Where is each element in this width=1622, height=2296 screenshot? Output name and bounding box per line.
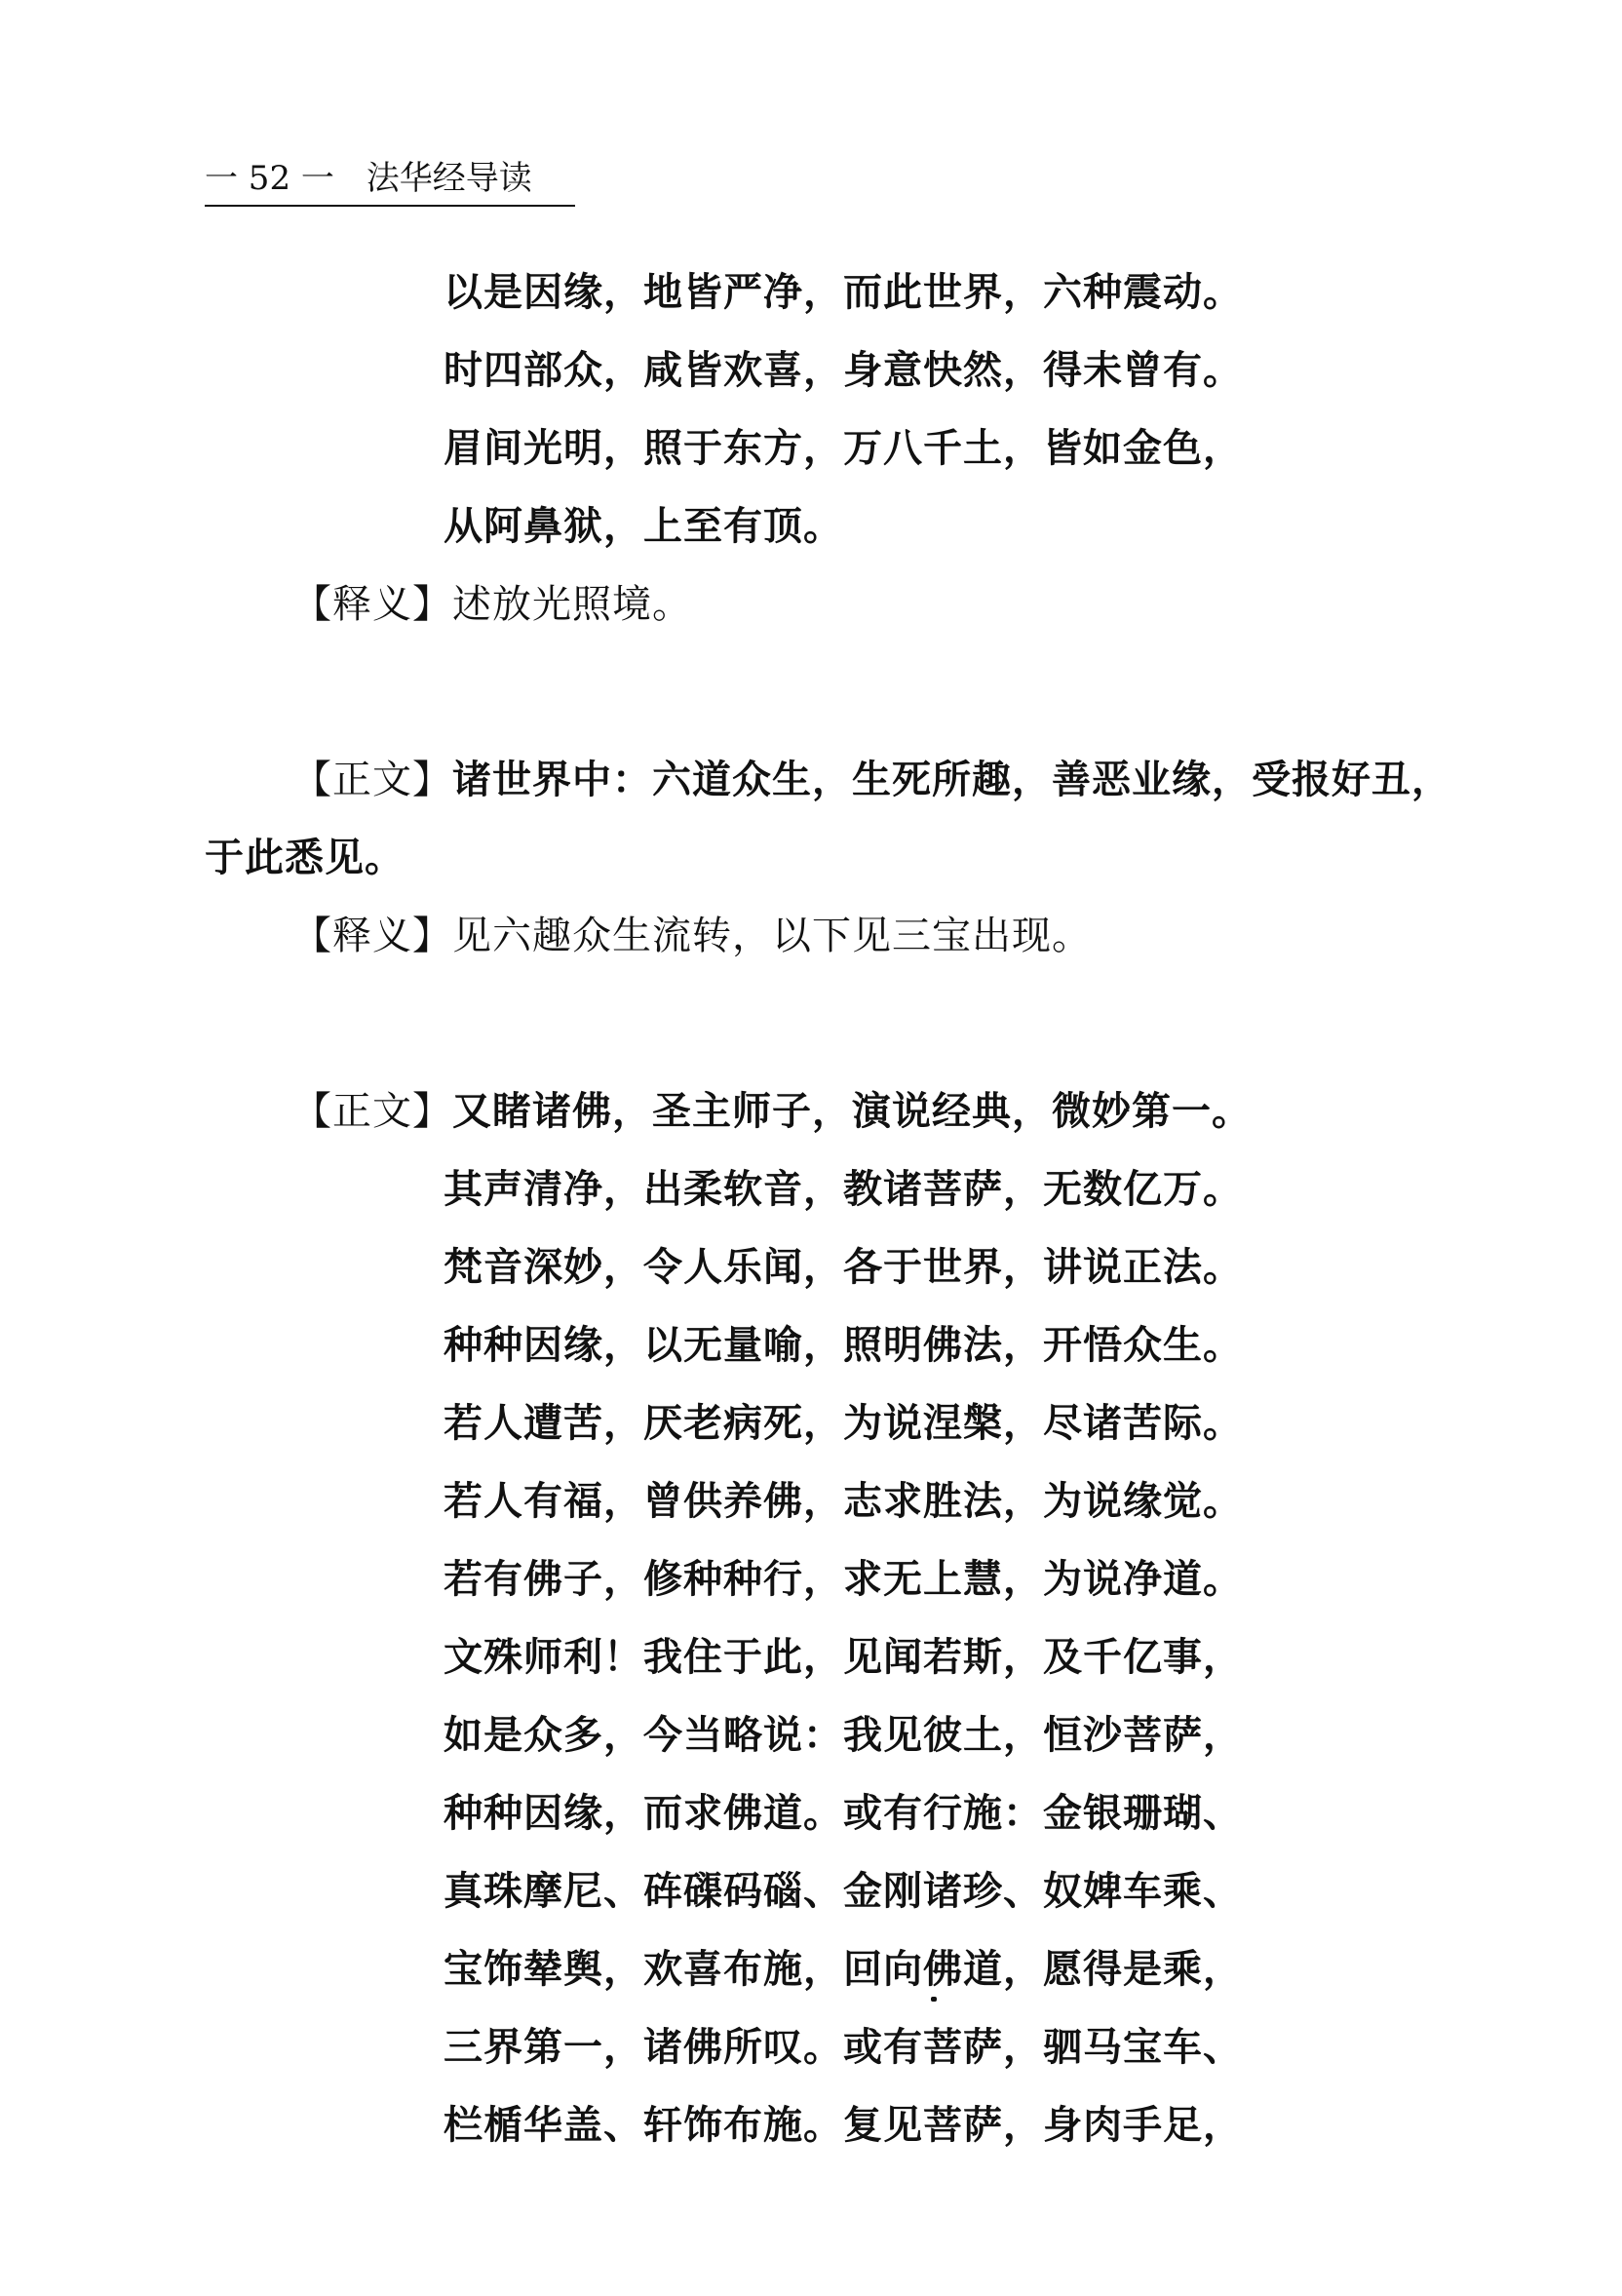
- verse-line: 从阿鼻狱，上至有顶。: [444, 504, 843, 549]
- explanation-marker: 【释义】: [292, 914, 452, 958]
- running-header: [205, 154, 575, 203]
- main-text-marker: 【正文】: [292, 1089, 452, 1134]
- explanation-paragraph: [292, 577, 692, 632]
- explanation-text: 述放光照境。: [452, 582, 692, 627]
- verse-line: 若人有福，曾供养佛，志求胜法，为说缘觉。: [444, 1479, 1243, 1524]
- verse-line: 文殊师利！我住于此，见闻若斯，及千亿事，: [444, 1635, 1243, 1680]
- verse-line: 梵音深妙，令人乐闻，各于世界，讲说正法。: [444, 1245, 1243, 1290]
- verse-line: 其声清净，出柔软音，教诸菩萨，无数亿万。: [444, 1167, 1243, 1212]
- main-text-paragraph: [292, 1084, 1252, 1139]
- main-text-line: 诸世界中：六道众生，生死所趣，善恶业缘，受报好丑，: [452, 758, 1451, 802]
- header-rule: [205, 205, 575, 207]
- verse-line: 眉间光明，照于东方，万八千土，皆如金色，: [444, 426, 1243, 471]
- verse-line: 以是因缘，地皆严净，而此世界，六种震动。: [444, 270, 1243, 315]
- book-title: 法华经导读: [366, 159, 532, 198]
- main-text-marker: 【正文】: [292, 758, 452, 802]
- verse-line: 真珠摩尼、砗磲码碯、金刚诸珍、奴婢车乘、: [444, 1869, 1243, 1914]
- page-number: 一 52 一: [205, 159, 334, 198]
- explanation-marker: 【释义】: [292, 582, 452, 627]
- verse-line: 如是众多，今当略说：我见彼土，恒沙菩萨，: [444, 1713, 1243, 1758]
- verse-line: 栏楯华盖、轩饰布施。复见菩萨，身肉手足，: [444, 2103, 1243, 2148]
- explanation-paragraph: [292, 909, 1092, 963]
- explanation-text: 见六趣众生流转，以下见三宝出现。: [452, 914, 1092, 958]
- verse-line: 时四部众，咸皆欢喜，身意快然，得未曾有。: [444, 348, 1243, 393]
- verse-line: 种种因缘，而求佛道。或有行施：金银珊瑚、: [444, 1791, 1243, 1836]
- verse-line: 种种因缘，以无量喻，照明佛法，开悟众生。: [444, 1323, 1243, 1368]
- main-text-paragraph: [292, 753, 1451, 807]
- verse-line: 若人遭苦，厌老病死，为说涅槃，尽诸苦际。: [444, 1401, 1243, 1446]
- verse-line: 三界第一，诸佛所叹。或有菩萨，驷马宝车、: [444, 2025, 1243, 2070]
- scan-speck: [931, 1997, 937, 2002]
- verse-line: 若有佛子，修种种行，求无上慧，为说净道。: [444, 1557, 1243, 1602]
- main-text-line: 于此悉见。: [205, 836, 405, 880]
- verse-line: 宝饰辇舆，欢喜布施，回向佛道，愿得是乘，: [444, 1947, 1243, 1992]
- main-text-line: 又睹诸佛，圣主师子，演说经典，微妙第一。: [452, 1089, 1252, 1134]
